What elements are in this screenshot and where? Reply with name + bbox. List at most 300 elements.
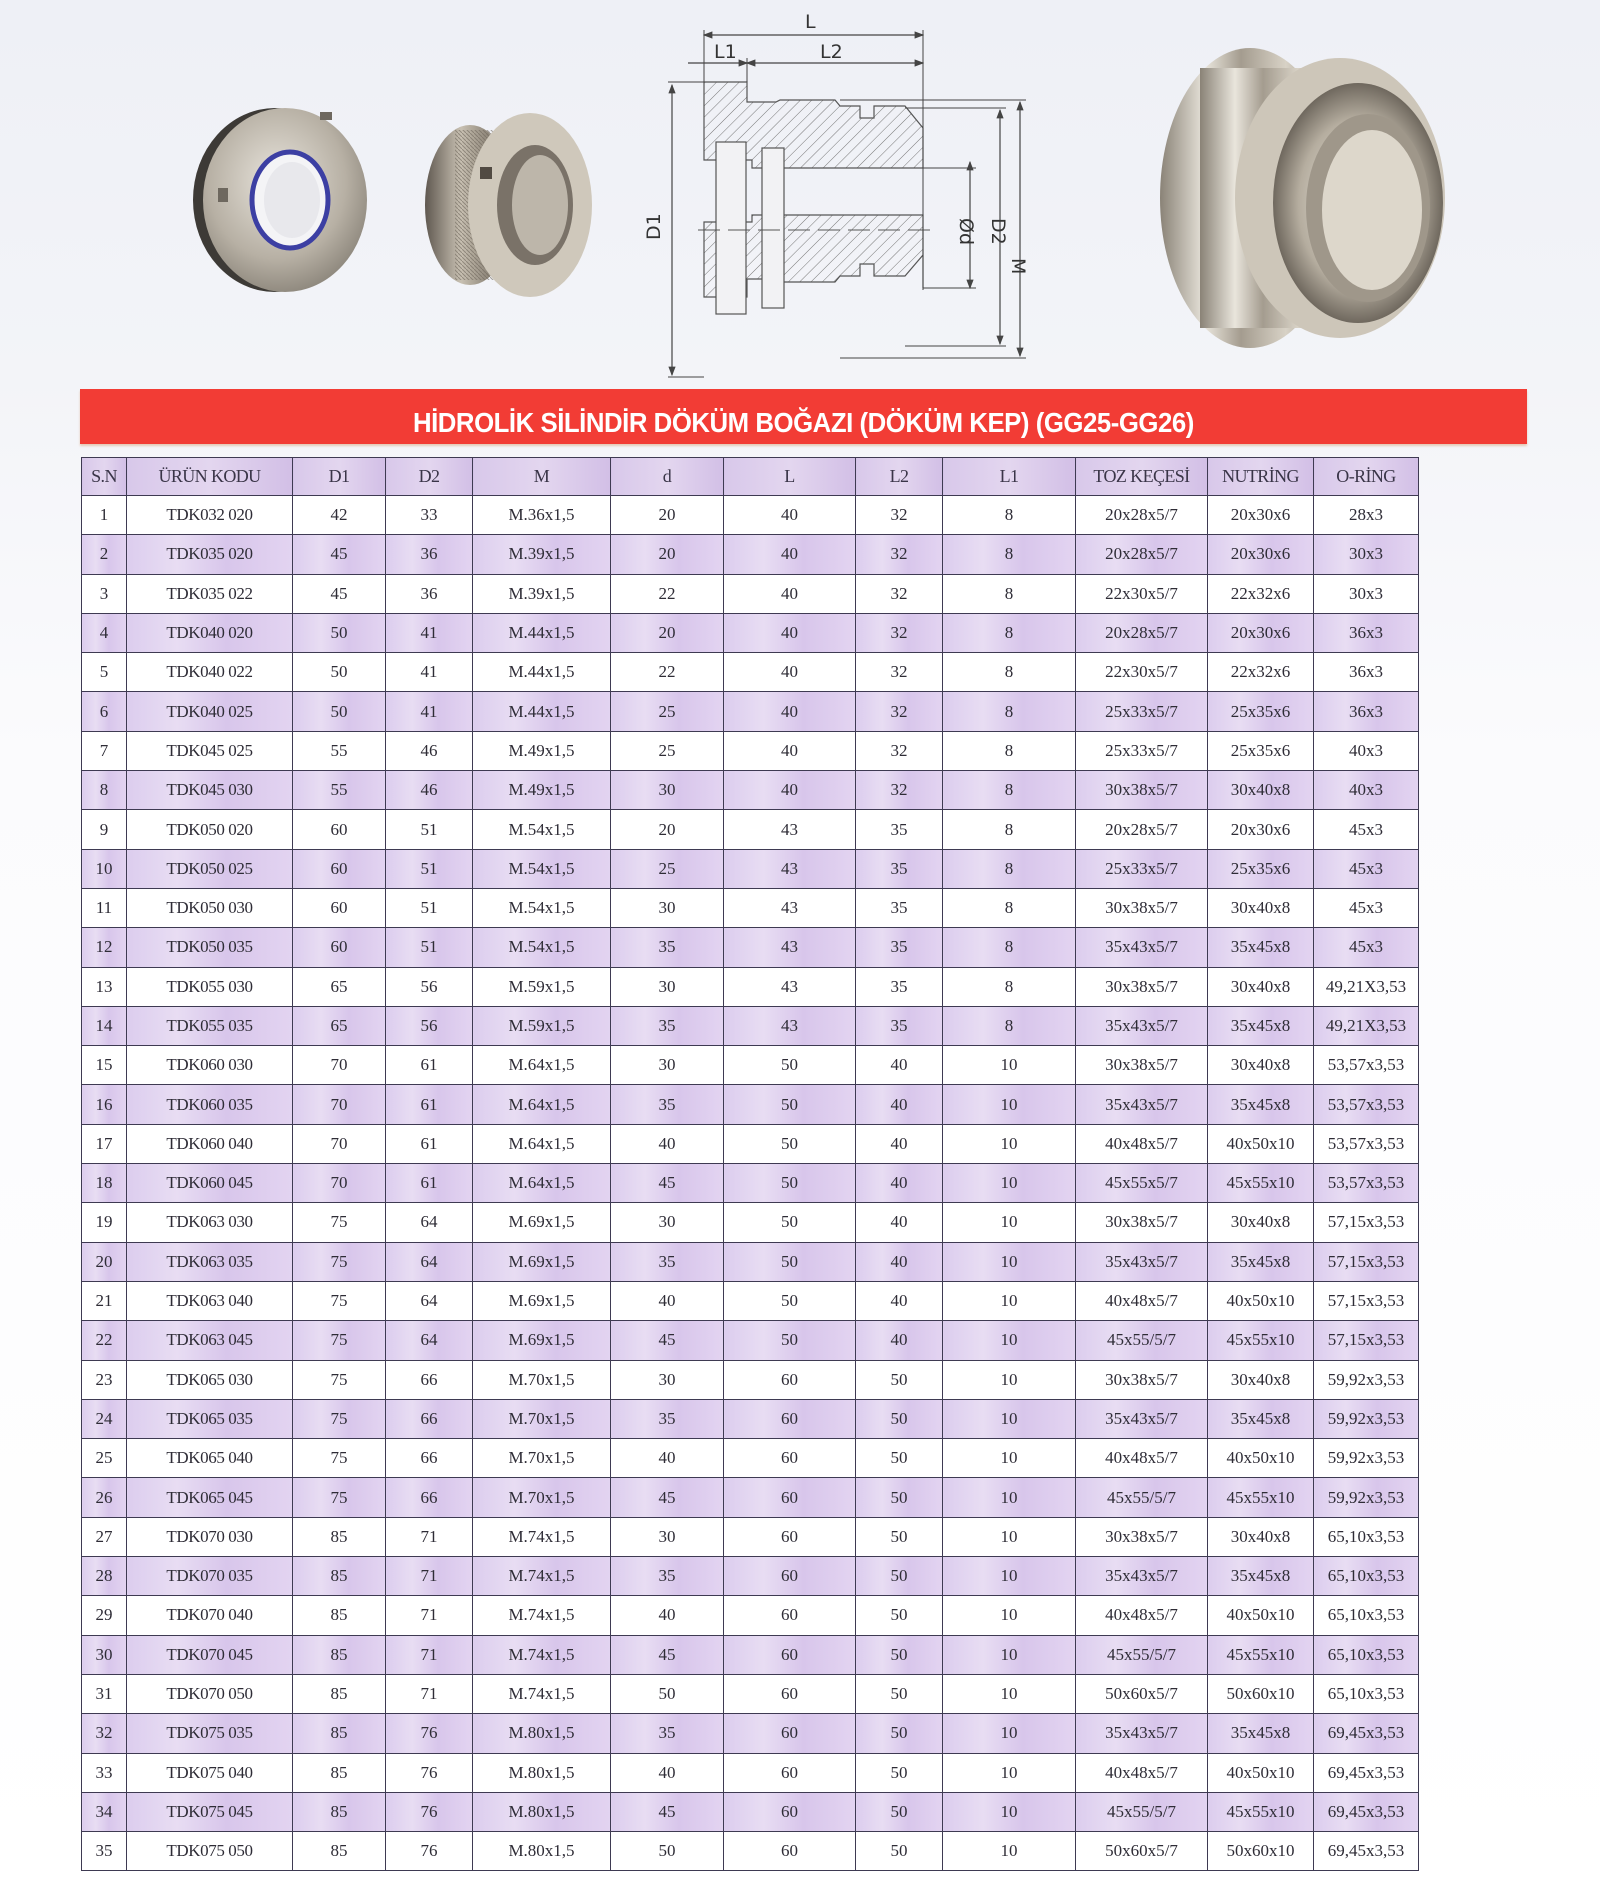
cell-col-oring: 57,15x3,53 (1314, 1281, 1419, 1320)
cell-col-oring: 69,45x3,53 (1314, 1832, 1419, 1871)
cell-col-nutring: 25x35x6 (1208, 692, 1314, 731)
cell-col-d1: 42 (293, 496, 386, 535)
cell-col-product-code: TDK045 030 (127, 771, 293, 810)
header-col-nutring: NUTRİNG (1208, 458, 1314, 496)
cell-col-d2: 36 (386, 574, 473, 613)
cell-col-sn: 31 (82, 1674, 127, 1713)
cell-col-oring: 30x3 (1314, 574, 1419, 613)
cell-col-l: 40 (724, 496, 856, 535)
cell-col-product-code: TDK060 030 (127, 1046, 293, 1085)
cell-col-nutring: 45x55x10 (1208, 1792, 1314, 1831)
cell-col-l1: 10 (943, 1557, 1076, 1596)
cell-col-l1: 10 (943, 1046, 1076, 1085)
cell-col-l1: 8 (943, 574, 1076, 613)
cell-col-product-code: TDK070 045 (127, 1635, 293, 1674)
cell-col-l: 50 (724, 1281, 856, 1320)
cell-col-oring: 36x3 (1314, 653, 1419, 692)
cell-col-d2: 41 (386, 692, 473, 731)
cell-col-m: M.70x1,5 (473, 1439, 611, 1478)
table-row (82, 1674, 1419, 1713)
cell-col-m: M.69x1,5 (473, 1281, 611, 1320)
cell-col-d2: 71 (386, 1596, 473, 1635)
cell-col-l1: 10 (943, 1124, 1076, 1163)
cell-col-d1: 85 (293, 1714, 386, 1753)
header-col-l1: L1 (943, 458, 1076, 496)
cell-col-oring: 57,15x3,53 (1314, 1321, 1419, 1360)
cell-col-d1: 70 (293, 1164, 386, 1203)
cell-col-m: M.54x1,5 (473, 849, 611, 888)
cell-col-l2: 35 (856, 928, 943, 967)
cell-col-l2: 32 (856, 535, 943, 574)
cell-col-dust-seal: 35x43x5/7 (1076, 1557, 1208, 1596)
cell-col-l2: 50 (856, 1714, 943, 1753)
cell-col-d: 20 (611, 535, 724, 574)
cell-col-l: 60 (724, 1557, 856, 1596)
cell-col-dust-seal: 30x38x5/7 (1076, 1360, 1208, 1399)
cell-col-sn: 29 (82, 1596, 127, 1635)
header-col-m: M (473, 458, 611, 496)
cell-col-l1: 10 (943, 1360, 1076, 1399)
cell-col-l1: 10 (943, 1674, 1076, 1713)
cell-col-oring: 53,57x3,53 (1314, 1085, 1419, 1124)
table-row (82, 1164, 1419, 1203)
cell-col-l1: 10 (943, 1635, 1076, 1674)
cell-col-d1: 75 (293, 1321, 386, 1360)
cell-col-l2: 50 (856, 1832, 943, 1871)
cell-col-dust-seal: 45x55/5/7 (1076, 1635, 1208, 1674)
cell-col-product-code: TDK065 040 (127, 1439, 293, 1478)
cell-col-d: 35 (611, 1006, 724, 1045)
cell-col-nutring: 40x50x10 (1208, 1596, 1314, 1635)
cell-col-sn: 10 (82, 849, 127, 888)
cell-col-oring: 53,57x3,53 (1314, 1046, 1419, 1085)
cell-col-dust-seal: 20x28x5/7 (1076, 496, 1208, 535)
cell-col-m: M.54x1,5 (473, 810, 611, 849)
cell-col-dust-seal: 22x30x5/7 (1076, 574, 1208, 613)
cell-col-l1: 8 (943, 810, 1076, 849)
dim-label-M: M (1007, 258, 1029, 275)
cell-col-dust-seal: 40x48x5/7 (1076, 1596, 1208, 1635)
cell-col-nutring: 22x32x6 (1208, 574, 1314, 613)
page-title: HİDROLİK SİLİNDİR DÖKÜM BOĞAZI (DÖKÜM KEP) (GG25-GG26) (413, 406, 1194, 438)
cell-col-l: 50 (724, 1242, 856, 1281)
cell-col-l1: 10 (943, 1085, 1076, 1124)
cell-col-d: 20 (611, 496, 724, 535)
cell-col-nutring: 45x55x10 (1208, 1478, 1314, 1517)
table-row (82, 1714, 1419, 1753)
cell-col-product-code: TDK035 020 (127, 535, 293, 574)
cell-col-l: 60 (724, 1674, 856, 1713)
cell-col-l1: 10 (943, 1753, 1076, 1792)
cell-col-dust-seal: 30x38x5/7 (1076, 1203, 1208, 1242)
cell-col-d2: 76 (386, 1753, 473, 1792)
cell-col-sn: 13 (82, 967, 127, 1006)
cell-col-sn: 4 (82, 613, 127, 652)
cell-col-m: M.39x1,5 (473, 574, 611, 613)
cell-col-dust-seal: 30x38x5/7 (1076, 1517, 1208, 1556)
cell-col-d: 40 (611, 1439, 724, 1478)
cell-col-l2: 32 (856, 613, 943, 652)
cell-col-nutring: 30x40x8 (1208, 1360, 1314, 1399)
table-row (82, 613, 1419, 652)
cell-col-l: 60 (724, 1753, 856, 1792)
cell-col-d: 25 (611, 849, 724, 888)
cell-col-product-code: TDK040 025 (127, 692, 293, 731)
cell-col-sn: 11 (82, 888, 127, 927)
cell-col-l2: 50 (856, 1517, 943, 1556)
cell-col-product-code: TDK063 045 (127, 1321, 293, 1360)
header-col-dust-seal: TOZ KEÇESİ (1076, 458, 1208, 496)
cell-col-l1: 10 (943, 1321, 1076, 1360)
table-row (82, 1281, 1419, 1320)
cell-col-sn: 26 (82, 1478, 127, 1517)
cell-col-sn: 34 (82, 1792, 127, 1831)
cell-col-d2: 66 (386, 1399, 473, 1438)
cell-col-l1: 10 (943, 1596, 1076, 1635)
cell-col-l1: 10 (943, 1281, 1076, 1320)
cell-col-oring: 53,57x3,53 (1314, 1164, 1419, 1203)
table-row (82, 1596, 1419, 1635)
cell-col-d1: 70 (293, 1046, 386, 1085)
cell-col-l2: 35 (856, 810, 943, 849)
cell-col-nutring: 40x50x10 (1208, 1753, 1314, 1792)
cell-col-dust-seal: 35x43x5/7 (1076, 1006, 1208, 1045)
cell-col-d2: 64 (386, 1203, 473, 1242)
cell-col-sn: 28 (82, 1557, 127, 1596)
cell-col-nutring: 45x55x10 (1208, 1164, 1314, 1203)
cell-col-oring: 45x3 (1314, 928, 1419, 967)
cell-col-m: M.49x1,5 (473, 771, 611, 810)
cell-col-sn: 5 (82, 653, 127, 692)
cell-col-l2: 40 (856, 1124, 943, 1163)
cell-col-product-code: TDK040 022 (127, 653, 293, 692)
cell-col-m: M.69x1,5 (473, 1242, 611, 1281)
cell-col-l2: 50 (856, 1635, 943, 1674)
cell-col-dust-seal: 50x60x5/7 (1076, 1674, 1208, 1713)
cell-col-l2: 40 (856, 1203, 943, 1242)
cell-col-l: 60 (724, 1832, 856, 1871)
cell-col-sn: 27 (82, 1517, 127, 1556)
cell-col-sn: 30 (82, 1635, 127, 1674)
cell-col-m: M.80x1,5 (473, 1714, 611, 1753)
cell-col-d: 30 (611, 967, 724, 1006)
cell-col-product-code: TDK063 035 (127, 1242, 293, 1281)
cell-col-product-code: TDK065 030 (127, 1360, 293, 1399)
cell-col-l2: 50 (856, 1360, 943, 1399)
cell-col-nutring: 30x40x8 (1208, 1517, 1314, 1556)
cell-col-d1: 55 (293, 771, 386, 810)
cell-col-d1: 45 (293, 574, 386, 613)
table-row (82, 1046, 1419, 1085)
cell-col-d: 30 (611, 771, 724, 810)
table-row (82, 1517, 1419, 1556)
cell-col-d2: 71 (386, 1557, 473, 1596)
cell-col-l1: 8 (943, 613, 1076, 652)
cell-col-m: M.59x1,5 (473, 967, 611, 1006)
cell-col-d1: 50 (293, 653, 386, 692)
cell-col-m: M.70x1,5 (473, 1399, 611, 1438)
cell-col-d1: 60 (293, 810, 386, 849)
cell-col-product-code: TDK050 025 (127, 849, 293, 888)
cell-col-d1: 45 (293, 535, 386, 574)
cell-col-sn: 15 (82, 1046, 127, 1085)
cell-col-sn: 23 (82, 1360, 127, 1399)
cell-col-d: 30 (611, 888, 724, 927)
cell-col-l2: 32 (856, 692, 943, 731)
cell-col-d: 30 (611, 1517, 724, 1556)
cell-col-sn: 22 (82, 1321, 127, 1360)
cell-col-l1: 8 (943, 535, 1076, 574)
cell-col-l: 60 (724, 1360, 856, 1399)
cell-col-sn: 7 (82, 731, 127, 770)
cell-col-nutring: 25x35x6 (1208, 731, 1314, 770)
cell-col-oring: 30x3 (1314, 535, 1419, 574)
cell-col-d2: 61 (386, 1124, 473, 1163)
table-row (82, 574, 1419, 613)
cell-col-l: 43 (724, 1006, 856, 1045)
header-col-l2: L2 (856, 458, 943, 496)
cell-col-d: 45 (611, 1635, 724, 1674)
cell-col-nutring: 20x30x6 (1208, 613, 1314, 652)
cell-col-oring: 36x3 (1314, 692, 1419, 731)
cell-col-d1: 60 (293, 849, 386, 888)
cell-col-dust-seal: 45x55/5/7 (1076, 1478, 1208, 1517)
cell-col-d1: 85 (293, 1517, 386, 1556)
cell-col-d: 30 (611, 1046, 724, 1085)
cell-col-d: 35 (611, 1085, 724, 1124)
cell-col-d1: 65 (293, 967, 386, 1006)
cell-col-l: 43 (724, 967, 856, 1006)
cell-col-l2: 35 (856, 1006, 943, 1045)
cell-col-dust-seal: 40x48x5/7 (1076, 1439, 1208, 1478)
cell-col-l2: 35 (856, 849, 943, 888)
cell-col-d: 25 (611, 731, 724, 770)
cell-col-d2: 56 (386, 1006, 473, 1045)
table-row (82, 692, 1419, 731)
cell-col-product-code: TDK063 030 (127, 1203, 293, 1242)
table-row (82, 928, 1419, 967)
cell-col-m: M.70x1,5 (473, 1360, 611, 1399)
cell-col-l: 50 (724, 1321, 856, 1360)
cell-col-product-code: TDK070 050 (127, 1674, 293, 1713)
cell-col-oring: 59,92x3,53 (1314, 1399, 1419, 1438)
cell-col-d1: 85 (293, 1635, 386, 1674)
cell-col-d: 35 (611, 1714, 724, 1753)
table-row (82, 1557, 1419, 1596)
cell-col-l: 43 (724, 928, 856, 967)
cell-col-product-code: TDK055 035 (127, 1006, 293, 1045)
cell-col-product-code: TDK063 040 (127, 1281, 293, 1320)
table-row (82, 771, 1419, 810)
cell-col-m: M.64x1,5 (473, 1046, 611, 1085)
cell-col-l1: 10 (943, 1792, 1076, 1831)
cell-col-product-code: TDK070 030 (127, 1517, 293, 1556)
cell-col-d2: 41 (386, 653, 473, 692)
cell-col-oring: 69,45x3,53 (1314, 1753, 1419, 1792)
cell-col-d1: 50 (293, 692, 386, 731)
cell-col-l: 50 (724, 1124, 856, 1163)
cell-col-l2: 40 (856, 1242, 943, 1281)
cell-col-nutring: 35x45x8 (1208, 1085, 1314, 1124)
cell-col-l: 40 (724, 613, 856, 652)
table-row (82, 1242, 1419, 1281)
cell-col-d2: 66 (386, 1478, 473, 1517)
cell-col-dust-seal: 35x43x5/7 (1076, 1714, 1208, 1753)
cell-col-d: 50 (611, 1674, 724, 1713)
cell-col-l1: 10 (943, 1478, 1076, 1517)
cell-col-d: 30 (611, 1360, 724, 1399)
cell-col-product-code: TDK050 035 (127, 928, 293, 967)
cell-col-oring: 36x3 (1314, 613, 1419, 652)
cell-col-dust-seal: 25x33x5/7 (1076, 692, 1208, 731)
cell-col-product-code: TDK050 030 (127, 888, 293, 927)
cell-col-l2: 35 (856, 967, 943, 1006)
cell-col-d: 20 (611, 810, 724, 849)
product-photo-gland-front (180, 100, 380, 300)
cell-col-d2: 33 (386, 496, 473, 535)
cell-col-sn: 25 (82, 1439, 127, 1478)
dim-label-D1: D1 (643, 213, 665, 240)
cell-col-l: 60 (724, 1596, 856, 1635)
cell-col-l1: 10 (943, 1714, 1076, 1753)
cell-col-dust-seal: 30x38x5/7 (1076, 967, 1208, 1006)
cell-col-dust-seal: 25x33x5/7 (1076, 731, 1208, 770)
cell-col-d1: 85 (293, 1832, 386, 1871)
cell-col-sn: 8 (82, 771, 127, 810)
cell-col-nutring: 50x60x10 (1208, 1832, 1314, 1871)
cell-col-l: 43 (724, 810, 856, 849)
cell-col-l2: 40 (856, 1321, 943, 1360)
table-row (82, 1085, 1419, 1124)
cell-col-l1: 8 (943, 731, 1076, 770)
cell-col-l1: 10 (943, 1203, 1076, 1242)
cell-col-dust-seal: 40x48x5/7 (1076, 1753, 1208, 1792)
cell-col-l: 40 (724, 692, 856, 731)
cell-col-d2: 66 (386, 1439, 473, 1478)
cell-col-product-code: TDK060 040 (127, 1124, 293, 1163)
table-row (82, 967, 1419, 1006)
cell-col-d1: 65 (293, 1006, 386, 1045)
cell-col-nutring: 35x45x8 (1208, 1242, 1314, 1281)
cell-col-m: M.36x1,5 (473, 496, 611, 535)
cell-col-d: 35 (611, 1242, 724, 1281)
cell-col-d2: 76 (386, 1792, 473, 1831)
cell-col-oring: 45x3 (1314, 888, 1419, 927)
cell-col-l: 50 (724, 1085, 856, 1124)
cell-col-l2: 40 (856, 1281, 943, 1320)
table-header-row (82, 458, 1419, 496)
cell-col-d: 40 (611, 1753, 724, 1792)
cell-col-d: 45 (611, 1321, 724, 1360)
cell-col-dust-seal: 45x55/5/7 (1076, 1321, 1208, 1360)
cell-col-oring: 69,45x3,53 (1314, 1714, 1419, 1753)
cell-col-dust-seal: 40x48x5/7 (1076, 1124, 1208, 1163)
table-row (82, 1753, 1419, 1792)
cell-col-product-code: TDK032 020 (127, 496, 293, 535)
cell-col-d: 40 (611, 1281, 724, 1320)
cell-col-l: 40 (724, 731, 856, 770)
cell-col-l2: 50 (856, 1792, 943, 1831)
cell-col-l1: 8 (943, 692, 1076, 731)
cell-col-l2: 32 (856, 731, 943, 770)
cell-col-oring: 57,15x3,53 (1314, 1203, 1419, 1242)
cell-col-d2: 64 (386, 1321, 473, 1360)
table-row (82, 1832, 1419, 1871)
cell-col-d2: 46 (386, 731, 473, 770)
cell-col-oring: 59,92x3,53 (1314, 1478, 1419, 1517)
cell-col-dust-seal: 35x43x5/7 (1076, 1242, 1208, 1281)
cell-col-l2: 50 (856, 1399, 943, 1438)
cell-col-m: M.44x1,5 (473, 692, 611, 731)
cell-col-nutring: 30x40x8 (1208, 1046, 1314, 1085)
cell-col-m: M.69x1,5 (473, 1321, 611, 1360)
cell-col-nutring: 35x45x8 (1208, 1714, 1314, 1753)
cell-col-l2: 40 (856, 1085, 943, 1124)
cell-col-nutring: 20x30x6 (1208, 496, 1314, 535)
cell-col-d: 45 (611, 1478, 724, 1517)
cell-col-sn: 32 (82, 1714, 127, 1753)
cell-col-sn: 9 (82, 810, 127, 849)
cell-col-l2: 40 (856, 1046, 943, 1085)
header-col-d1: D1 (293, 458, 386, 496)
table-row (82, 653, 1419, 692)
cell-col-d: 40 (611, 1124, 724, 1163)
cell-col-l1: 10 (943, 1399, 1076, 1438)
cell-col-d2: 56 (386, 967, 473, 1006)
table-row (82, 1635, 1419, 1674)
cell-col-d1: 70 (293, 1124, 386, 1163)
cell-col-d2: 64 (386, 1281, 473, 1320)
cell-col-nutring: 30x40x8 (1208, 1203, 1314, 1242)
cell-col-d2: 71 (386, 1517, 473, 1556)
cell-col-product-code: TDK065 045 (127, 1478, 293, 1517)
cell-col-dust-seal: 45x55/5/7 (1076, 1792, 1208, 1831)
cell-col-product-code: TDK070 040 (127, 1596, 293, 1635)
cell-col-oring: 45x3 (1314, 849, 1419, 888)
dim-label-L1: L1 (714, 41, 737, 63)
seal-groove-2 (762, 148, 784, 308)
cell-col-product-code: TDK065 035 (127, 1399, 293, 1438)
table-row (82, 496, 1419, 535)
cell-col-nutring: 22x32x6 (1208, 653, 1314, 692)
cell-col-oring: 59,92x3,53 (1314, 1360, 1419, 1399)
cell-col-m: M.74x1,5 (473, 1557, 611, 1596)
cell-col-dust-seal: 45x55x5/7 (1076, 1164, 1208, 1203)
cell-col-nutring: 35x45x8 (1208, 1557, 1314, 1596)
cell-col-d: 40 (611, 1596, 724, 1635)
cell-col-sn: 24 (82, 1399, 127, 1438)
table-row (82, 1399, 1419, 1438)
cell-col-product-code: TDK060 035 (127, 1085, 293, 1124)
cell-col-l1: 8 (943, 928, 1076, 967)
cell-col-d: 45 (611, 1792, 724, 1831)
cell-col-dust-seal: 20x28x5/7 (1076, 613, 1208, 652)
cell-col-d: 35 (611, 1557, 724, 1596)
cell-col-l: 60 (724, 1517, 856, 1556)
cell-col-oring: 65,10x3,53 (1314, 1557, 1419, 1596)
cell-col-d1: 85 (293, 1753, 386, 1792)
cell-col-l2: 50 (856, 1478, 943, 1517)
table-row (82, 849, 1419, 888)
cell-col-oring: 45x3 (1314, 810, 1419, 849)
cell-col-l1: 8 (943, 849, 1076, 888)
cell-col-sn: 18 (82, 1164, 127, 1203)
cell-col-dust-seal: 35x43x5/7 (1076, 928, 1208, 967)
cell-col-m: M.54x1,5 (473, 888, 611, 927)
cell-col-oring: 65,10x3,53 (1314, 1596, 1419, 1635)
cell-col-product-code: TDK070 035 (127, 1557, 293, 1596)
cell-col-d2: 76 (386, 1832, 473, 1871)
